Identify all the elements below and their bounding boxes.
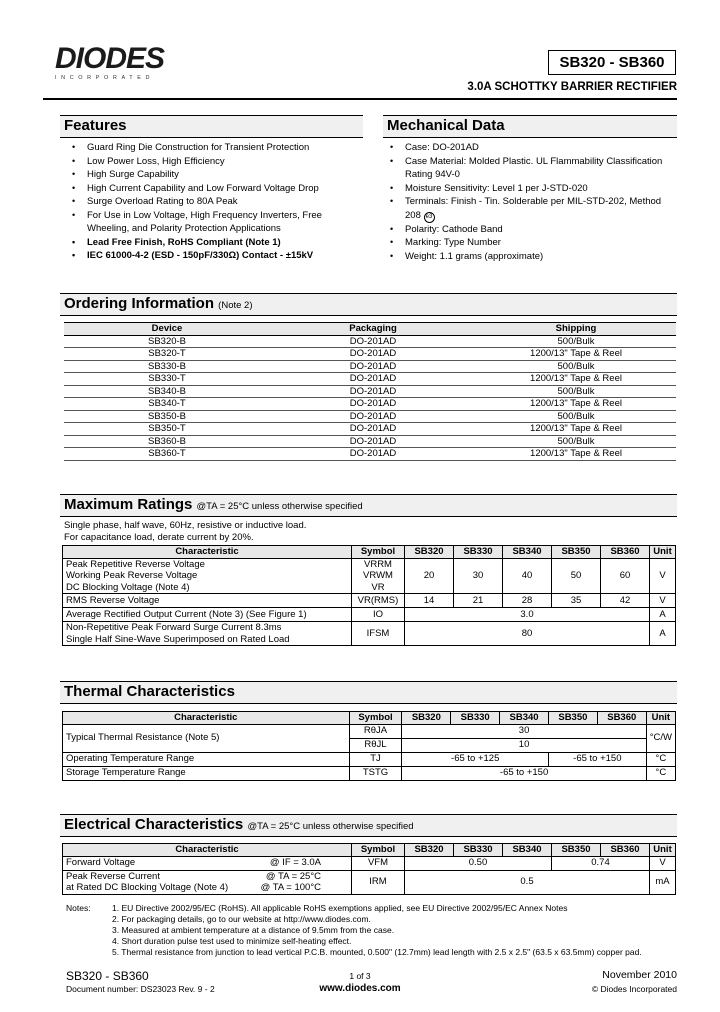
- col-sb360: SB360: [601, 844, 650, 857]
- device-cell: SB330-B: [64, 360, 270, 373]
- symbol-line: VRRM: [364, 558, 392, 570]
- device-cell: SB320-T: [64, 348, 270, 361]
- characteristic-line: DC Blocking Voltage (Note 4): [66, 581, 190, 593]
- features-title: Features: [64, 117, 127, 134]
- ordering-note: (Note 2): [218, 300, 253, 311]
- packaging-cell: DO-201AD: [270, 373, 476, 386]
- unit-cell: °C: [646, 752, 675, 766]
- note-item: 2. For packaging details, go to our website at http://www.diodes.com.: [112, 914, 371, 924]
- value-cell: 40: [503, 558, 552, 594]
- header-rule: [43, 98, 677, 100]
- unit-cell: V: [650, 594, 676, 608]
- table-row: [63, 594, 676, 608]
- mechanical-item: • Weight: 1.1 grams (approximate): [385, 250, 675, 264]
- note-item: 4. Short duration pulse test used to minimize self-heating effect.: [112, 936, 352, 946]
- shipping-cell: 500/Bulk: [476, 335, 676, 348]
- feature-item: • IEC 61000-4-2 (ESD - 150pF/330Ω) Contact - ±15kV: [67, 249, 357, 263]
- col-sb330: SB330: [454, 844, 503, 857]
- value-cell: 0.74: [552, 856, 650, 870]
- footer-date: November 2010: [602, 969, 677, 981]
- table-row: [64, 373, 676, 386]
- value-cell: 50: [552, 558, 601, 594]
- device-cell: SB350-T: [64, 423, 270, 436]
- characteristic-line: Peak Repetitive Reverse Voltage: [66, 558, 205, 570]
- device-cell: SB360-T: [64, 448, 270, 461]
- unit-cell: mA: [650, 870, 676, 894]
- col-sb360: SB360: [597, 712, 646, 725]
- symbol-cell: [352, 558, 405, 594]
- shipping-cell: 500/Bulk: [476, 410, 676, 423]
- col-symbol: Symbol: [349, 712, 402, 725]
- max-ratings-cond: @TA = 25°C unless otherwise specified: [196, 501, 363, 512]
- footer-website-link[interactable]: www.diodes.com: [319, 983, 401, 994]
- col-packaging: Packaging: [270, 323, 476, 336]
- symbol-cell: IO: [352, 608, 405, 622]
- characteristic-cell: Average Rectified Output Current (Note 3) (See Figure 1): [63, 608, 352, 622]
- value-cell: 10: [402, 738, 646, 752]
- unit-cell: V: [650, 856, 676, 870]
- feature-item: • Guard Ring Die Construction for Transient Protection: [67, 141, 357, 155]
- max-ratings-preamble: [64, 520, 306, 544]
- terminals-text: Terminals: Finish - Tin. Solderable per MIL-STD-202, Method 208: [405, 196, 662, 221]
- value-cell: 80: [405, 622, 650, 646]
- footer-part: SB320 - SB360: [66, 969, 149, 983]
- table-row: [64, 385, 676, 398]
- col-device: Device: [64, 323, 270, 336]
- col-sb350: SB350: [548, 712, 597, 725]
- col-characteristic: Characteristic: [63, 546, 352, 559]
- value-cell: 3.0: [405, 608, 650, 622]
- note-item: 5. Thermal resistance from junction to lead vertical P.C.B. mounted, 0.500" (12.7mm) lead length with 2.5 x 2.5" (63.5 x 63.5mm) copper pad.: [112, 947, 642, 957]
- mechanical-item: • Moisture Sensitivity: Level 1 per J-STD-020: [385, 182, 675, 196]
- shipping-cell: 1200/13" Tape & Reel: [476, 398, 676, 411]
- value-cell: -65 to +150: [548, 752, 646, 766]
- symbol-cell: VFM: [352, 856, 405, 870]
- table-row: [64, 348, 676, 361]
- table-row: [64, 423, 676, 436]
- characteristic-cell: [63, 622, 352, 646]
- symbol-line: VRWM: [363, 570, 393, 581]
- characteristic-cell: Operating Temperature Range: [63, 752, 350, 766]
- packaging-cell: DO-201AD: [270, 348, 476, 361]
- mechanical-item: • Case Material: Molded Plastic. UL Flammability Classification Rating 94V-0: [385, 155, 675, 182]
- document-subtitle: 3.0A SCHOTTKY BARRIER RECTIFIER: [467, 81, 677, 93]
- characteristic-line: Peak Reverse Current: [66, 870, 160, 882]
- ordering-header: [60, 293, 677, 316]
- table-row: [63, 856, 676, 870]
- symbol-cell: IRM: [352, 870, 405, 894]
- packaging-cell: DO-201AD: [270, 435, 476, 448]
- mechanical-title: Mechanical Data: [387, 117, 505, 134]
- col-unit: Unit: [646, 712, 675, 725]
- ordering-rows: [64, 335, 676, 460]
- table-row: [64, 360, 676, 373]
- note-item: 1. EU Directive 2002/95/EC (RoHS). All applicable RoHS exemptions applied, see EU Directive 2002/95/EC Annex Notes: [112, 903, 568, 913]
- packaging-cell: DO-201AD: [270, 423, 476, 436]
- notes-label: Notes:: [66, 903, 91, 913]
- packaging-cell: DO-201AD: [270, 360, 476, 373]
- preamble-line: For capacitance load, derate current by 20%.: [64, 532, 254, 543]
- value-cell: 30: [402, 724, 646, 738]
- preamble-line: Single phase, half wave, 60Hz, resistive or inductive load.: [64, 520, 307, 531]
- shipping-cell: 1200/13" Tape & Reel: [476, 448, 676, 461]
- device-cell: SB320-B: [64, 335, 270, 348]
- col-characteristic: Characteristic: [63, 712, 350, 725]
- characteristic-cell: [63, 870, 352, 894]
- characteristic-line: Single Half Sine-Wave Superimposed on Rated Load: [66, 633, 290, 645]
- table-row: [64, 398, 676, 411]
- thermal-table: [62, 711, 676, 781]
- table-row: [63, 622, 676, 646]
- table-row: [64, 448, 676, 461]
- packaging-cell: DO-201AD: [270, 335, 476, 348]
- notes-list: [112, 903, 682, 958]
- col-sb330: SB330: [451, 712, 500, 725]
- max-ratings-header: [60, 494, 677, 517]
- footer-doc-number: Document number: DS23023 Rev. 9 - 2: [66, 984, 215, 994]
- ordering-table: [64, 322, 676, 461]
- unit-cell: V: [650, 558, 676, 594]
- unit-cell: °C/W: [646, 724, 675, 752]
- characteristic-cell: Storage Temperature Range: [63, 766, 350, 780]
- table-row: [63, 724, 676, 738]
- symbol-cell: TSTG: [349, 766, 402, 780]
- diodes-logo: [55, 42, 205, 81]
- e3-mark-icon: e3: [424, 212, 435, 223]
- symbol-cell: RθJA: [349, 724, 402, 738]
- ordering-title: Ordering Information: [64, 295, 214, 312]
- col-unit: Unit: [650, 844, 676, 857]
- feature-item: • High Surge Capability: [67, 168, 357, 182]
- characteristic-cell: [63, 856, 352, 870]
- mechanical-item: • Polarity: Cathode Band: [385, 223, 675, 237]
- value-cell: 0.5: [405, 870, 650, 894]
- part-range-box: SB320 - SB360: [548, 50, 676, 75]
- footer-copyright: © Diodes Incorporated: [591, 984, 677, 994]
- electrical-table: [62, 843, 676, 895]
- shipping-cell: 500/Bulk: [476, 385, 676, 398]
- device-cell: SB340-B: [64, 385, 270, 398]
- symbol-line: VR: [371, 581, 385, 593]
- condition-text: @ TA = 100°C: [260, 882, 321, 893]
- footer-page: 1 of 3: [349, 971, 371, 981]
- col-characteristic: Characteristic: [63, 844, 352, 857]
- value-cell: 35: [552, 594, 601, 608]
- col-sb340: SB340: [503, 844, 552, 857]
- characteristic-cell: [63, 558, 352, 594]
- feature-item: • Lead Free Finish, RoHS Compliant (Note 1): [67, 236, 357, 250]
- electrical-title: Electrical Characteristics: [64, 816, 244, 833]
- value-cell: 28: [503, 594, 552, 608]
- col-symbol: Symbol: [352, 546, 405, 559]
- col-sb330: SB330: [454, 546, 503, 559]
- value-cell: 60: [601, 558, 650, 594]
- thermal-title: Thermal Characteristics: [64, 683, 235, 700]
- symbol-cell: VR(RMS): [352, 594, 405, 608]
- device-cell: SB350-B: [64, 410, 270, 423]
- symbol-cell: TJ: [349, 752, 402, 766]
- table-row: [64, 435, 676, 448]
- col-sb340: SB340: [500, 712, 549, 725]
- feature-item: • Low Power Loss, High Efficiency: [67, 155, 357, 169]
- value-cell: 30: [454, 558, 503, 594]
- features-header: [60, 115, 363, 138]
- condition-text: @ IF = 3.0A: [269, 857, 321, 869]
- mechanical-item: [385, 195, 675, 223]
- mechanical-list: [385, 141, 675, 263]
- value-cell: 20: [405, 558, 454, 594]
- characteristic-cell: Typical Thermal Resistance (Note 5): [63, 724, 350, 752]
- symbol-cell: RθJL: [349, 738, 402, 752]
- condition-text: @ TA = 25°C: [265, 870, 321, 882]
- packaging-cell: DO-201AD: [270, 410, 476, 423]
- value-cell: 14: [405, 594, 454, 608]
- characteristic-line: Working Peak Reverse Voltage: [66, 570, 198, 581]
- characteristic-line: Non-Repetitive Peak Forward Surge Current 8.3ms: [66, 622, 282, 633]
- shipping-cell: 500/Bulk: [476, 435, 676, 448]
- shipping-cell: 1200/13" Tape & Reel: [476, 348, 676, 361]
- table-row: [63, 766, 676, 780]
- table-row: [63, 608, 676, 622]
- col-sb350: SB350: [552, 844, 601, 857]
- col-symbol: Symbol: [352, 844, 405, 857]
- electrical-cond: @TA = 25°C unless otherwise specified: [247, 821, 414, 832]
- thermal-header: [60, 681, 677, 704]
- feature-item: • Surge Overload Rating to 80A Peak: [67, 195, 357, 209]
- col-sb340: SB340: [503, 546, 552, 559]
- shipping-cell: 1200/13" Tape & Reel: [476, 423, 676, 436]
- max-ratings-title: Maximum Ratings: [64, 496, 193, 513]
- device-cell: SB330-T: [64, 373, 270, 386]
- logo-wordmark: DIODES: [55, 42, 165, 75]
- col-unit: Unit: [650, 546, 676, 559]
- packaging-cell: DO-201AD: [270, 398, 476, 411]
- value-cell: 0.50: [405, 856, 552, 870]
- unit-cell: A: [650, 622, 676, 646]
- symbol-cell: IFSM: [352, 622, 405, 646]
- shipping-cell: 500/Bulk: [476, 360, 676, 373]
- characteristic-text: Forward Voltage: [66, 857, 136, 869]
- note-item: 3. Measured at ambient temperature at a distance of 9.5mm from the case.: [112, 925, 395, 935]
- col-sb320: SB320: [405, 546, 454, 559]
- col-sb350: SB350: [552, 546, 601, 559]
- unit-cell: °C: [646, 766, 675, 780]
- value-cell: -65 to +150: [402, 766, 646, 780]
- logo-subtext: INCORPORATED: [55, 75, 155, 81]
- characteristic-cell: RMS Reverse Voltage: [63, 594, 352, 608]
- mechanical-item: • Case: DO-201AD: [385, 141, 675, 155]
- max-ratings-table: [62, 545, 676, 646]
- table-row: [63, 870, 676, 894]
- packaging-cell: DO-201AD: [270, 448, 476, 461]
- unit-cell: A: [650, 608, 676, 622]
- value-cell: 21: [454, 594, 503, 608]
- shipping-cell: 1200/13" Tape & Reel: [476, 373, 676, 386]
- col-sb320: SB320: [402, 712, 451, 725]
- table-row: [63, 558, 676, 594]
- table-row: [63, 752, 676, 766]
- mechanical-item: • Marking: Type Number: [385, 236, 675, 250]
- table-row: [64, 335, 676, 348]
- characteristic-line: at Rated DC Blocking Voltage (Note 4): [66, 882, 229, 893]
- device-cell: SB340-T: [64, 398, 270, 411]
- col-sb360: SB360: [601, 546, 650, 559]
- feature-item: • High Current Capability and Low Forward Voltage Drop: [67, 182, 357, 196]
- features-list: [67, 141, 357, 263]
- electrical-header: [60, 814, 677, 837]
- device-cell: SB360-B: [64, 435, 270, 448]
- feature-item: • For Use in Low Voltage, High Frequency Inverters, Free Wheeling, and Polarity Protection Applications: [67, 209, 357, 236]
- col-sb320: SB320: [405, 844, 454, 857]
- value-cell: -65 to +125: [402, 752, 549, 766]
- packaging-cell: DO-201AD: [270, 385, 476, 398]
- col-shipping: Shipping: [476, 323, 676, 336]
- table-row: [64, 410, 676, 423]
- mechanical-header: [383, 115, 677, 138]
- value-cell: 42: [601, 594, 650, 608]
